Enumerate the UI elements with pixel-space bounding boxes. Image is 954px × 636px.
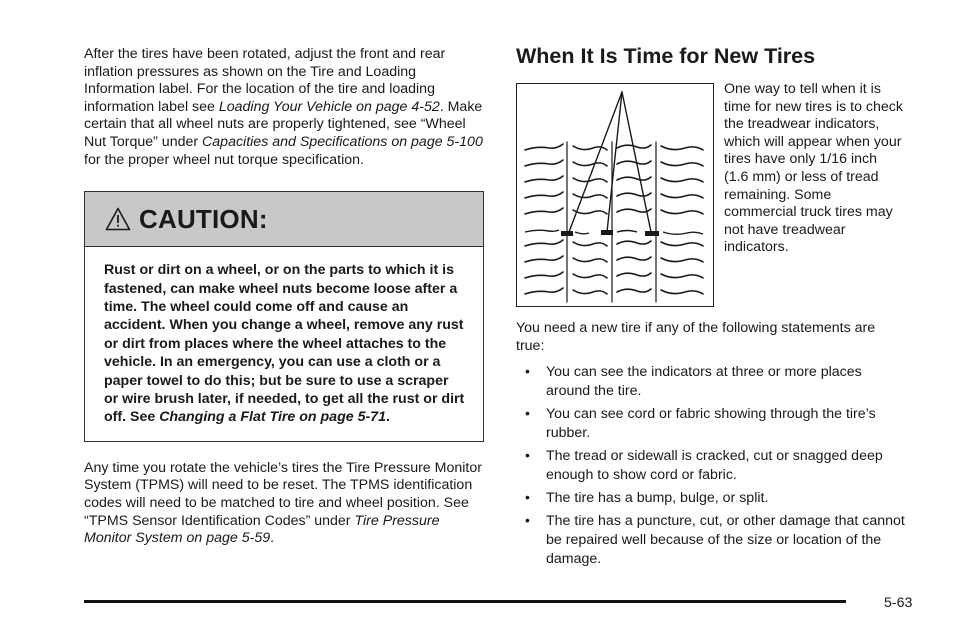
xref-changing-flat-tire: Changing a Flat Tire on page 5-71 xyxy=(159,409,386,426)
text-run: . xyxy=(270,530,275,547)
rotation-paragraph xyxy=(84,46,486,169)
text-run: After the tires have been rotated, adjust the front and rear inflation pressures as shown on the Tire and Loading Information label. For the location of the tire and loading information label see xyxy=(84,46,446,115)
xref-capacities-specifications: Capacities and Specifications on page 5-100 xyxy=(202,133,483,150)
caution-body xyxy=(85,247,483,441)
left-column xyxy=(84,46,486,548)
caution-header xyxy=(85,192,483,247)
list-item xyxy=(516,447,906,485)
treadwear-caption: One way to tell when it is time for new tires is to check the treadwear indicators, which will appear when your tires have only 1/16 inch (1.6 mm) or less of tread remaining. Some commercial truck tires may not have treadwear indicators. xyxy=(724,81,903,256)
tread-drawing xyxy=(517,84,712,305)
list-item-text: The tread or sidewall is cracked, cut or snagged deep enough to show cord or fabric. xyxy=(546,448,883,484)
list-item xyxy=(516,405,906,443)
bullet-icon: • xyxy=(525,447,530,464)
text-run: . xyxy=(385,409,390,426)
right-column xyxy=(516,44,906,573)
xref-tire-pressure-monitor: Tire Pressure Monitor System on page 5-59 xyxy=(84,512,440,547)
list-item xyxy=(516,363,906,401)
figure-row xyxy=(516,83,906,307)
list-item-text: You can see cord or fabric showing through the tire’s rubber. xyxy=(546,406,876,442)
bullet-icon: • xyxy=(525,512,530,529)
bullet-icon: • xyxy=(525,363,530,380)
section-heading: When It Is Time for New Tires xyxy=(516,44,816,68)
page-number: 5-63 xyxy=(884,595,913,611)
footer-rule xyxy=(84,600,846,603)
list-item-text: The tire has a bump, bulge, or split. xyxy=(546,490,769,507)
text-run: . Make certain that all wheel nuts are properly tightened, see “Wheel Nut Torque” under xyxy=(84,98,483,150)
replacement-criteria-list xyxy=(516,363,906,569)
caution-text: Rust or dirt on a wheel, or on the parts to which it is fastened, can make wheel nuts become loose after a time. The wheel could come off and cause an accident. When you change a wheel, remove any rust or dirt from places where the wheel attaches to the vehicle. In an emergency, you can use a cloth or a paper towel to do this; but be sure to use a scraper or wire brush later, if needed, to get all the rust or dirt off. See xyxy=(104,262,465,426)
bullet-icon: • xyxy=(525,489,530,506)
list-item-text: You can see the indicators at three or more places around the tire. xyxy=(546,364,862,400)
list-item xyxy=(516,489,906,508)
tpms-paragraph xyxy=(84,460,486,548)
text-run: Any time you rotate the vehicle’s tires the Tire Pressure Monitor System (TPMS) will need to be reset. The TPMS identification codes will need to be matched to tire and wheel position. See “TPMS Sensor Identification Codes” under xyxy=(84,459,482,529)
list-item-text: The tire has a puncture, cut, or other damage that cannot be repaired well because of the size or location of the damage. xyxy=(546,513,905,568)
list-item xyxy=(516,512,906,569)
caution-heading: CAUTION: xyxy=(139,203,268,234)
warning-triangle-icon xyxy=(105,207,131,231)
xref-loading-your-vehicle: Loading Your Vehicle on page 4-52 xyxy=(218,98,440,115)
replacement-intro: You need a new tire if any of the following statements are true: xyxy=(516,320,876,354)
caution-box xyxy=(84,191,484,442)
tire-tread-illustration xyxy=(516,83,714,307)
bullet-icon: • xyxy=(525,405,530,422)
text-run: for the proper wheel nut torque specification. xyxy=(84,151,364,168)
